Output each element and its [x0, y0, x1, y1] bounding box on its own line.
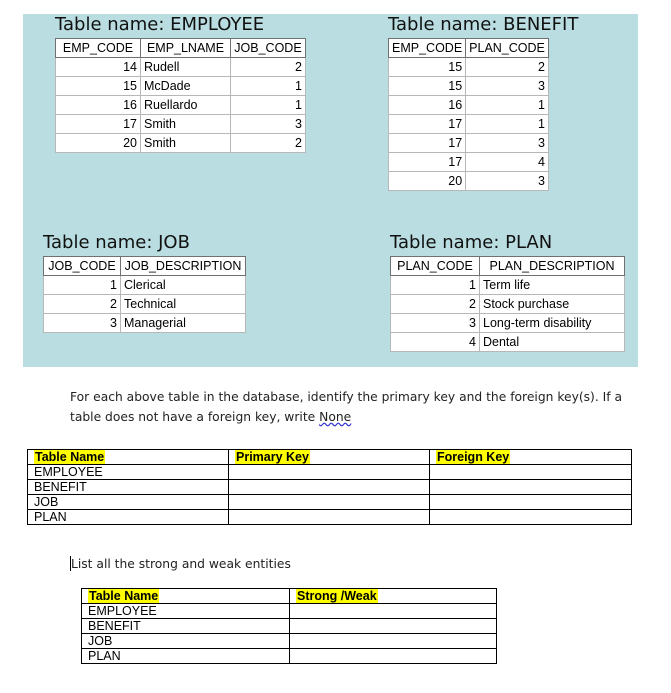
cell: Ruellardo [141, 96, 231, 115]
column-header: JOB_CODE [231, 39, 306, 58]
strong-weak-input-cell[interactable] [290, 634, 497, 649]
cell: 3 [44, 314, 121, 333]
job-table-title: Table name: JOB [43, 232, 190, 253]
cell: 3 [466, 77, 549, 96]
column-header: JOB_DESCRIPTION [121, 257, 246, 276]
column-header: JOB_CODE [44, 257, 121, 276]
strong-weak-input-cell[interactable] [290, 619, 497, 634]
plan-table-block [390, 232, 625, 352]
header-label: Primary Key [236, 450, 309, 464]
primary-key-input-cell[interactable] [229, 465, 430, 480]
foreign-key-input-cell[interactable] [430, 510, 632, 525]
table-row [391, 276, 625, 295]
table-row [391, 314, 625, 333]
plan-table [390, 256, 625, 352]
table-row [82, 604, 497, 619]
cell: 3 [466, 134, 549, 153]
cell: Term life [480, 276, 625, 295]
cell: 15 [56, 77, 141, 96]
table-row [28, 480, 632, 495]
cell: 1 [44, 276, 121, 295]
header-cell-strong-weak [290, 589, 497, 604]
column-header: PLAN_CODE [391, 257, 480, 276]
cell: 3 [231, 115, 306, 134]
cell: Clerical [121, 276, 246, 295]
table-name-cell: PLAN [82, 649, 290, 664]
header-row [82, 589, 497, 604]
cell: 1 [466, 115, 549, 134]
cell: Long-term disability [480, 314, 625, 333]
cell: 1 [466, 96, 549, 115]
cell: 15 [389, 77, 466, 96]
table-row [389, 153, 549, 172]
table-row [56, 115, 306, 134]
column-header: EMP_LNAME [141, 39, 231, 58]
cell: 2 [44, 295, 121, 314]
strong-weak-input-cell[interactable] [290, 604, 497, 619]
cell: 4 [466, 153, 549, 172]
table-row [82, 634, 497, 649]
header-cell-primary-key [229, 450, 430, 465]
cell: 17 [389, 134, 466, 153]
keys-answer-table [27, 449, 632, 525]
table-row [389, 115, 549, 134]
table-row [44, 276, 246, 295]
instructions-text [70, 387, 645, 427]
table-row [28, 510, 632, 525]
primary-key-input-cell[interactable] [229, 480, 430, 495]
cell: McDade [141, 77, 231, 96]
header-row [28, 450, 632, 465]
table-row [56, 134, 306, 153]
benefit-table [388, 38, 549, 191]
foreign-key-input-cell[interactable] [430, 495, 632, 510]
primary-key-input-cell[interactable] [229, 495, 430, 510]
instructions-body: For each above table in the database, identify the primary key and the foreign key(s). If a table does not have a foreign key, write [70, 390, 623, 424]
table-name-cell: BENEFIT [28, 480, 229, 495]
cell: Stock purchase [480, 295, 625, 314]
job-table-block [43, 232, 246, 333]
table-row [389, 77, 549, 96]
table-row [389, 96, 549, 115]
cell: 3 [391, 314, 480, 333]
column-header: PLAN_DESCRIPTION [480, 257, 625, 276]
header-label: Strong /Weak [297, 589, 377, 603]
table-row [82, 619, 497, 634]
benefit-table-title: Table name: BENEFIT [388, 14, 579, 35]
table-name-cell: EMPLOYEE [82, 604, 290, 619]
strong-weak-input-cell[interactable] [290, 649, 497, 664]
header-cell-table-name [82, 589, 290, 604]
table-name-cell: PLAN [28, 510, 229, 525]
header-label: Table Name [35, 450, 105, 464]
cell: 1 [231, 96, 306, 115]
cell: 2 [231, 134, 306, 153]
cell: 14 [56, 58, 141, 77]
primary-key-input-cell[interactable] [229, 510, 430, 525]
cell: 2 [466, 58, 549, 77]
cell: 17 [56, 115, 141, 134]
employee-table-title: Table name: EMPLOYEE [55, 14, 265, 35]
cell: Dental [480, 333, 625, 352]
employee-table [55, 38, 306, 153]
entities-answer-table [81, 588, 497, 664]
plan-table-title: Table name: PLAN [390, 232, 553, 253]
entities-label [70, 554, 291, 574]
table-row [44, 314, 246, 333]
job-table [43, 256, 246, 333]
foreign-key-input-cell[interactable] [430, 465, 632, 480]
table-row [391, 333, 625, 352]
cell: 16 [56, 96, 141, 115]
table-row [389, 134, 549, 153]
cell: 1 [231, 77, 306, 96]
cell: Smith [141, 134, 231, 153]
cell: Managerial [121, 314, 246, 333]
employee-table-block [55, 14, 306, 153]
cell: 3 [466, 172, 549, 191]
cell: 2 [391, 295, 480, 314]
cell: 15 [389, 58, 466, 77]
header-label: Foreign Key [437, 450, 510, 464]
cell: Technical [121, 295, 246, 314]
entities-label-text: List all the strong and weak entities [71, 557, 291, 571]
none-word: None [319, 410, 352, 424]
cell: 16 [389, 96, 466, 115]
table-name-cell: JOB [82, 634, 290, 649]
table-name-cell: JOB [28, 495, 229, 510]
table-row [391, 295, 625, 314]
header-cell-foreign-key [430, 450, 632, 465]
cell: 2 [231, 58, 306, 77]
table-row [82, 649, 497, 664]
table-row [28, 495, 632, 510]
foreign-key-input-cell[interactable] [430, 480, 632, 495]
table-row [56, 96, 306, 115]
cell: Smith [141, 115, 231, 134]
table-row [56, 58, 306, 77]
header-label: Table Name [89, 589, 159, 603]
table-row [389, 58, 549, 77]
cell: 17 [389, 115, 466, 134]
table-name-cell: BENEFIT [82, 619, 290, 634]
cell: Rudell [141, 58, 231, 77]
benefit-table-block [388, 14, 578, 191]
header-cell-table-name [28, 450, 229, 465]
table-row [389, 172, 549, 191]
column-header: EMP_CODE [56, 39, 141, 58]
table-name-cell: EMPLOYEE [28, 465, 229, 480]
cell: 1 [391, 276, 480, 295]
column-header: PLAN_CODE [466, 39, 549, 58]
table-row [56, 77, 306, 96]
cell: 20 [56, 134, 141, 153]
cell: 20 [389, 172, 466, 191]
column-header: EMP_CODE [389, 39, 466, 58]
table-row [44, 295, 246, 314]
cell: 4 [391, 333, 480, 352]
table-row [28, 465, 632, 480]
cell: 17 [389, 153, 466, 172]
